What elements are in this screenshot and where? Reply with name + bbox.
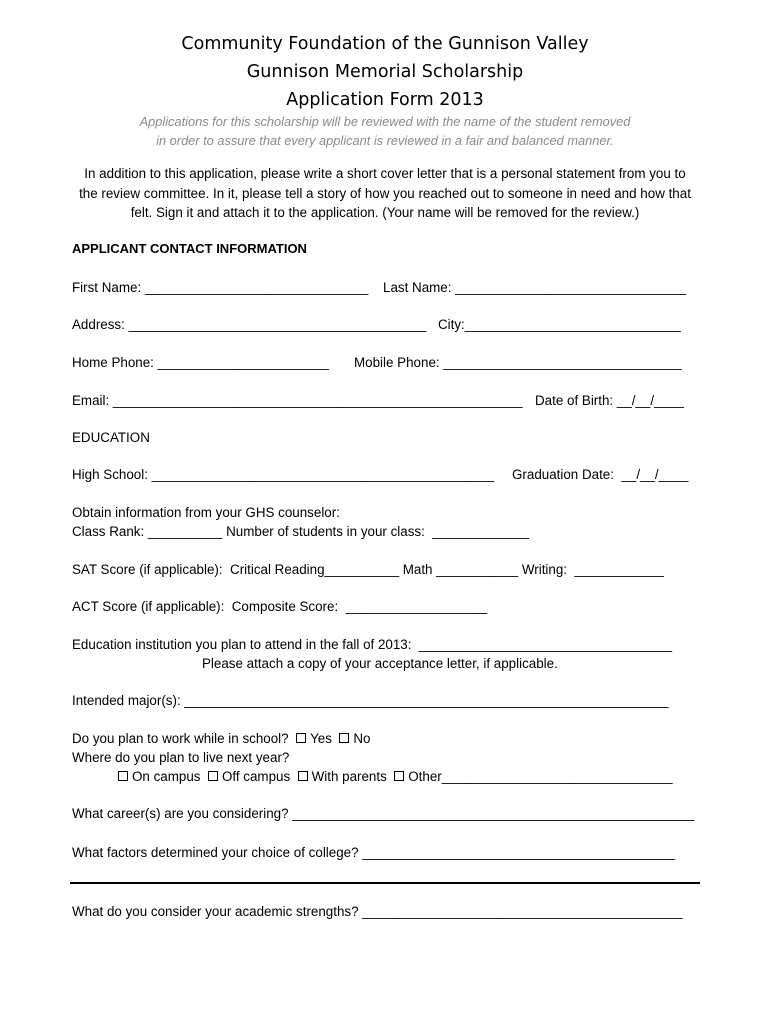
date-of-birth-field[interactable]: Date of Birth: __/__/____: [535, 393, 684, 408]
address-field[interactable]: Address: ________________________________________: [72, 317, 427, 332]
home-phone-field[interactable]: Home Phone: _______________________: [72, 355, 329, 370]
work-yes-label: Yes: [310, 731, 332, 746]
graduation-date-field[interactable]: Graduation Date: __/__/____: [512, 467, 689, 482]
intro-line-2: the review committee. In it, please tell a story of how you reached out to someone in need and how that: [79, 186, 691, 201]
contact-heading: APPLICANT CONTACT INFORMATION: [72, 241, 307, 256]
form-title: Application Form 2013: [286, 90, 484, 110]
section-divider: [70, 882, 700, 884]
on-campus-checkbox[interactable]: [118, 771, 128, 781]
other-checkbox[interactable]: [394, 771, 404, 781]
work-no-checkbox[interactable]: [339, 733, 349, 743]
city-field[interactable]: City:_____________________________: [438, 317, 681, 332]
class-rank-field[interactable]: Class Rank: __________ Number of students in your class: _____________: [72, 524, 530, 539]
intro-line-1: In addition to this application, please write a short cover letter that is a personal statement from you to: [84, 166, 686, 181]
review-note-line-2: in order to assure that every applicant is reviewed in a fair and balanced manner.: [156, 133, 614, 148]
high-school-field[interactable]: High School: ______________________________________________: [72, 467, 495, 482]
intended-major-field[interactable]: Intended major(s): _________________________________________________________________: [72, 693, 669, 708]
sat-score-field[interactable]: SAT Score (if applicable): Critical Reading__________ Math ___________ Writing: ____________: [72, 562, 664, 577]
work-no-label: No: [353, 731, 371, 746]
review-note-line-1: Applications for this scholarship will be reviewed with the name of the student removed: [139, 114, 631, 129]
last-name-field[interactable]: Last Name: _______________________________: [383, 280, 687, 295]
housing-options-row: [118, 768, 673, 785]
scholarship-title: Gunnison Memorial Scholarship: [246, 62, 524, 82]
counselor-note: Obtain information from your GHS counselor:: [72, 505, 340, 520]
with-parents-label: With parents: [311, 769, 387, 784]
intro-line-3: felt. Sign it and attach it to the application. (Your name will be removed for the review.): [130, 205, 640, 220]
mobile-phone-field[interactable]: Mobile Phone: ________________________________: [354, 355, 682, 370]
career-question-field[interactable]: What career(s) are you considering? ______________________________________________________: [72, 806, 695, 821]
other-housing-field[interactable]: Other_______________________________: [408, 769, 673, 784]
email-field[interactable]: Email: _______________________________________________________: [72, 393, 523, 408]
work-yes-checkbox[interactable]: [296, 733, 306, 743]
institution-field[interactable]: Education institution you plan to attend in the fall of 2013: __________________________________: [72, 637, 673, 652]
on-campus-label: On campus: [132, 769, 201, 784]
acceptance-letter-note: Please attach a copy of your acceptance letter, if applicable.: [202, 656, 558, 671]
off-campus-label: Off campus: [221, 769, 291, 784]
with-parents-checkbox[interactable]: [298, 771, 308, 781]
work-question-row: [72, 730, 371, 747]
college-factors-field[interactable]: What factors determined your choice of college? __________________________________________: [72, 845, 676, 860]
academic-strengths-field[interactable]: What do you consider your academic strengths? ___________________________________________: [72, 904, 683, 919]
live-question-label: Where do you plan to live next year?: [72, 750, 290, 765]
act-score-field[interactable]: ACT Score (if applicable): Composite Score: ___________________: [72, 599, 488, 614]
first-name-field[interactable]: First Name: ______________________________: [72, 280, 369, 295]
education-heading: EDUCATION: [72, 430, 150, 445]
org-title: Community Foundation of the Gunnison Valley: [181, 34, 589, 54]
work-question-label: Do you plan to work while in school?: [72, 731, 289, 746]
off-campus-checkbox[interactable]: [208, 771, 218, 781]
